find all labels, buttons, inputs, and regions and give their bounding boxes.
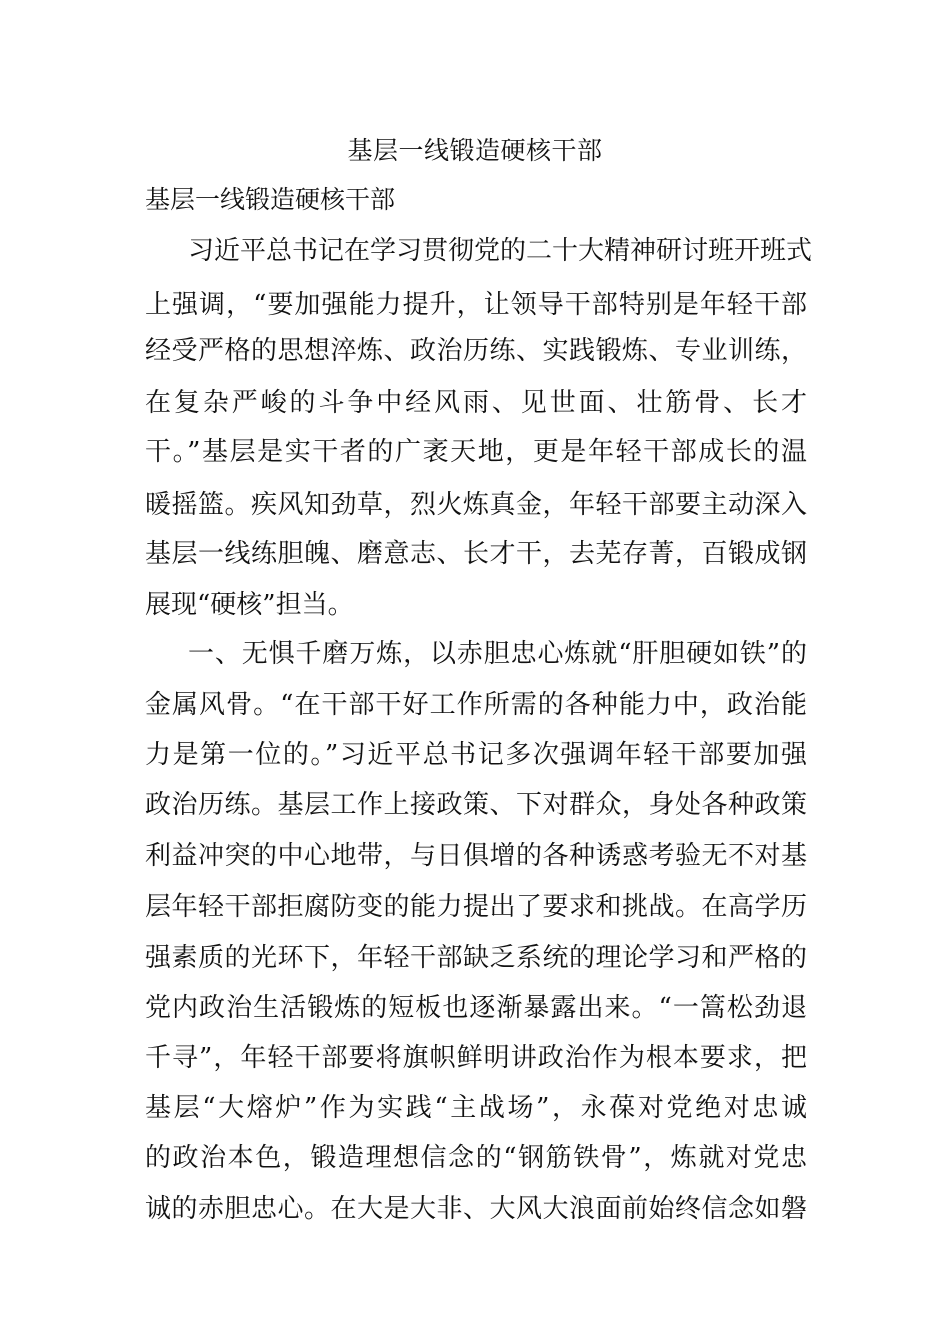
paragraph-line: 金属风骨。“在干部干好工作所需的各种能力中，政治能 [145,690,807,720]
document-title: 基层一线锻造硬核干部 [347,136,603,165]
paragraph-line: 习近平总书记在学习贯彻党的二十大精神研讨班开班式 [188,236,813,266]
paragraph-line: 一、无惧千磨万炼，以赤胆忠心炼就“肝胆硬如铁”的 [188,639,807,669]
paragraph-line: 暖摇篮。疾风知劲草，烈火炼真金，年轻干部要主动深入 [145,490,807,520]
paragraph-line: 利益冲突的中心地带，与日俱增的各种诱惑考验无不对基 [145,841,807,871]
paragraph-line: 上强调，“要加强能力提升，让领导干部特别是年轻干部 [145,290,807,320]
paragraph-line: 党内政治生活锻炼的短板也逐渐暴露出来。“一篙松劲退 [145,993,807,1023]
paragraph-line: 基层一线练胆魄、磨意志、长才干，去芜存菁，百锻成钢 [145,539,807,569]
paragraph-line: 基层“大熔炉”作为实践“主战场”，永葆对党绝对忠诚 [145,1093,807,1123]
paragraph-line: 强素质的光环下，年轻干部缺乏系统的理论学习和严格的 [145,943,807,973]
document-subtitle: 基层一线锻造硬核干部 [145,185,396,214]
paragraph-line: 展现“硬核”担当。 [145,590,354,620]
paragraph-line: 经受严格的思想淬炼、政治历练、实践锻炼、专业训练， [145,336,807,366]
paragraph-line: 干。”基层是实干者的广袤天地，更是年轻干部成长的温 [145,437,807,467]
paragraph-line: 诚的赤胆忠心。在大是大非、大风大浪面前始终信念如磐 [145,1194,807,1224]
paragraph-line: 在复杂严峻的斗争中经风雨、见世面、壮筋骨、长才 [145,388,807,418]
paragraph-line: 的政治本色，锻造理想信念的“钢筋铁骨”，炼就对党忠 [145,1143,807,1173]
paragraph-line: 力是第一位的。”习近平总书记多次强调年轻干部要加强 [145,740,807,770]
paragraph-line: 千寻”，年轻干部要将旗帜鲜明讲政治作为根本要求，把 [145,1043,807,1073]
paragraph-line: 层年轻干部拒腐防变的能力提出了要求和挑战。在高学历 [145,892,807,922]
paragraph-line: 政治历练。基层工作上接政策、下对群众，身处各种政策 [145,790,807,820]
